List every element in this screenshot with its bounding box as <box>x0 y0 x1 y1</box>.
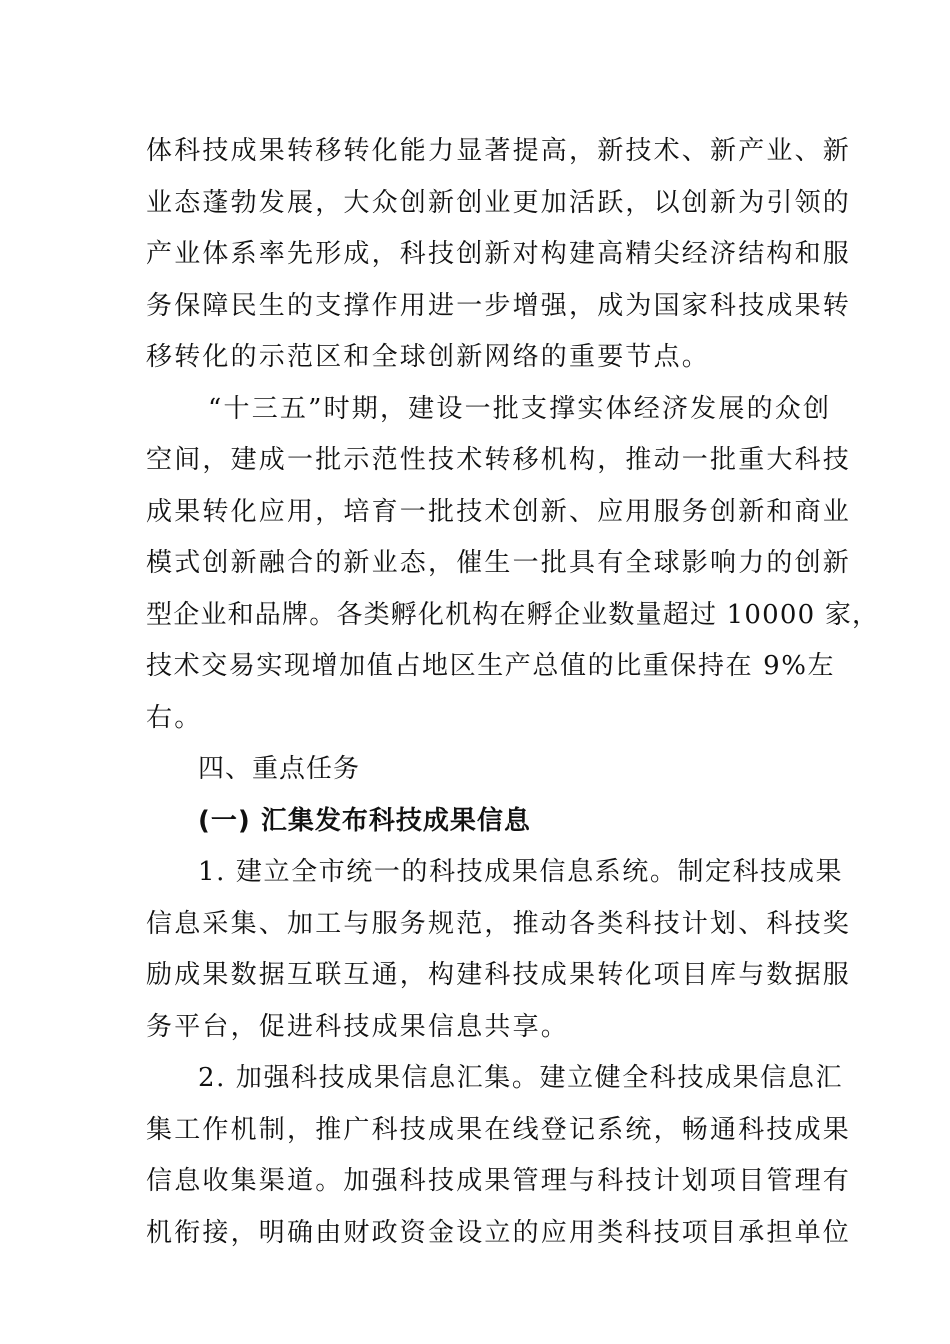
text-line: 1. 建立全市统一的科技成果信息系统。制定科技成果 <box>198 857 844 887</box>
text-line: 体科技成果转移转化能力显著提高，新技术、新产业、新 <box>146 136 852 166</box>
subsection-heading: (一) 汇集发布科技成果信息 <box>198 805 531 836</box>
text-line: 务保障民生的支撑作用进一步增强，成为国家科技成果转 <box>146 290 852 321</box>
text-line: 空间，建成一批示范性技术转移机构，推动一批重大科技 <box>146 445 852 475</box>
text-line: 移转化的示范区和全球创新网络的重要节点。 <box>146 342 711 372</box>
text-line: 励成果数据互联互通，构建科技成果转化项目库与数据服 <box>146 960 852 990</box>
paragraph-item-2 <box>146 1053 852 1259</box>
text-line: 产业体系率先形成，科技创新对构建高精尖经济结构和服 <box>146 239 852 269</box>
text-line: “十三五”时期，建设一批支撑实体经济发展的众创 <box>208 393 832 424</box>
text-line: 2. 加强科技成果信息汇集。建立健全科技成果信息汇 <box>198 1063 844 1093</box>
text-line: 信息采集、加工与服务规范，推动各类科技计划、科技奖 <box>146 908 852 939</box>
paragraph-thirteenth-five-year <box>146 384 880 745</box>
text-line: 信息收集渠道。加强科技成果管理与科技计划项目管理有 <box>146 1166 852 1196</box>
section-heading: 四、重点任务 <box>198 754 361 784</box>
text-line: 模式创新融合的新业态，催生一批具有全球影响力的创新 <box>146 548 852 578</box>
text-line: 成果转化应用，培育一批技术创新、应用服务创新和商业 <box>146 496 852 527</box>
text-line: 业态蓬勃发展，大众创新创业更加活跃，以创新为引领的 <box>146 187 852 218</box>
document-body <box>146 126 880 1259</box>
paragraph-item-1 <box>146 847 852 1053</box>
text-line: 右。 <box>146 702 203 733</box>
text-line: 集工作机制，推广科技成果在线登记系统，畅通科技成果 <box>146 1114 852 1145</box>
paragraph-goals-continued <box>146 126 852 384</box>
text-line: 技术交易实现增加值占地区生产总值的比重保持在 9%左 <box>146 651 836 681</box>
text-line: 务平台，促进科技成果信息共享。 <box>146 1011 570 1042</box>
text-line: 机衔接，明确由财政资金设立的应用类科技项目承担单位 <box>146 1217 852 1248</box>
text-line: 型企业和品牌。各类孵化机构在孵企业数量超过 10000 家， <box>146 599 880 630</box>
